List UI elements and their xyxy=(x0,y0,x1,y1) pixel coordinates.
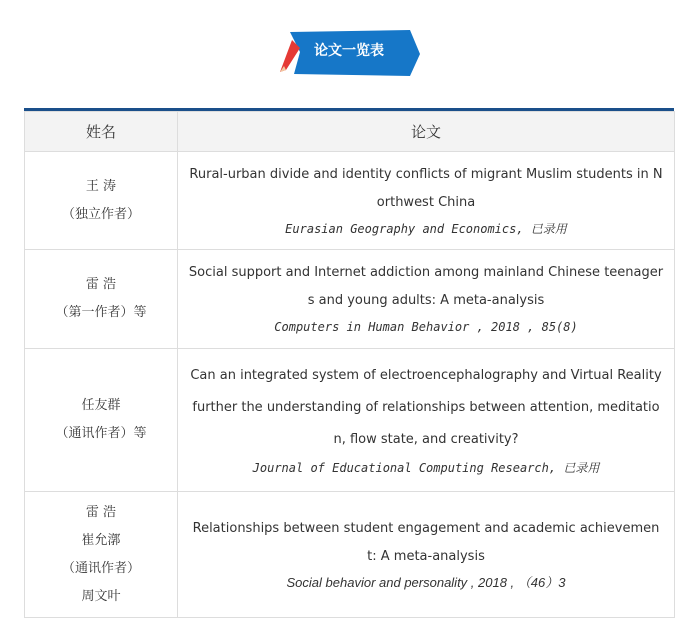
paper-journal: Eurasian Geography and Economics, 已录用 xyxy=(285,221,567,236)
title-banner xyxy=(276,28,426,78)
paper-title: Rural-urban divide and identity conflicts of migrant Muslim students in Northwest China xyxy=(189,166,663,210)
author-name: 崔允漷 xyxy=(81,532,121,548)
paper-title: Relationships between student engagement and academic achievement: A meta-analysis xyxy=(192,520,660,564)
paper-cell xyxy=(178,250,675,349)
paper-cell xyxy=(178,492,675,618)
paper-title: Can an integrated system of electroencephalography and Virtual Reality further the understanding of relationships between attention, meditation, flow state, and creativity? xyxy=(190,368,662,447)
table-row xyxy=(25,152,675,250)
author-role: （第一作者）等 xyxy=(55,305,147,320)
table-row xyxy=(25,349,675,492)
table-row xyxy=(25,492,675,618)
column-header-paper: 论文 xyxy=(178,112,675,152)
papers-table-container xyxy=(24,108,674,618)
author-cell xyxy=(25,152,178,250)
author-cell xyxy=(25,250,178,349)
author-role: （通讯作者）等 xyxy=(55,426,147,441)
page-title: 论文一览表 xyxy=(314,43,384,59)
paper-title: Social support and Internet addiction among mainland Chinese teenagers and young adults: A meta-analysis xyxy=(188,265,664,308)
paper-cell xyxy=(178,152,675,250)
author-name: 雷 浩 xyxy=(85,504,117,520)
table-header-row xyxy=(25,112,675,152)
column-header-name: 姓名 xyxy=(25,112,178,152)
author-role: （独立作者） xyxy=(61,206,140,222)
paper-cell xyxy=(178,349,675,492)
author-name: 王 涛 xyxy=(85,178,117,194)
author-name: 周文叶 xyxy=(81,588,121,604)
papers-table xyxy=(24,111,675,618)
author-name: 任友群 xyxy=(81,398,121,413)
paper-journal: Social behavior and personality , 2018 , （46）3 xyxy=(286,574,566,590)
author-cell xyxy=(25,492,178,618)
table-row xyxy=(25,250,675,349)
author-role: （通讯作者） xyxy=(61,560,140,576)
author-cell xyxy=(25,349,178,492)
paper-journal: Computers in Human Behavior , 2018 , 85(8) xyxy=(274,320,578,334)
author-name: 雷 浩 xyxy=(85,277,117,292)
paper-journal: Journal of Educational Computing Research, 已录用 xyxy=(252,461,600,475)
